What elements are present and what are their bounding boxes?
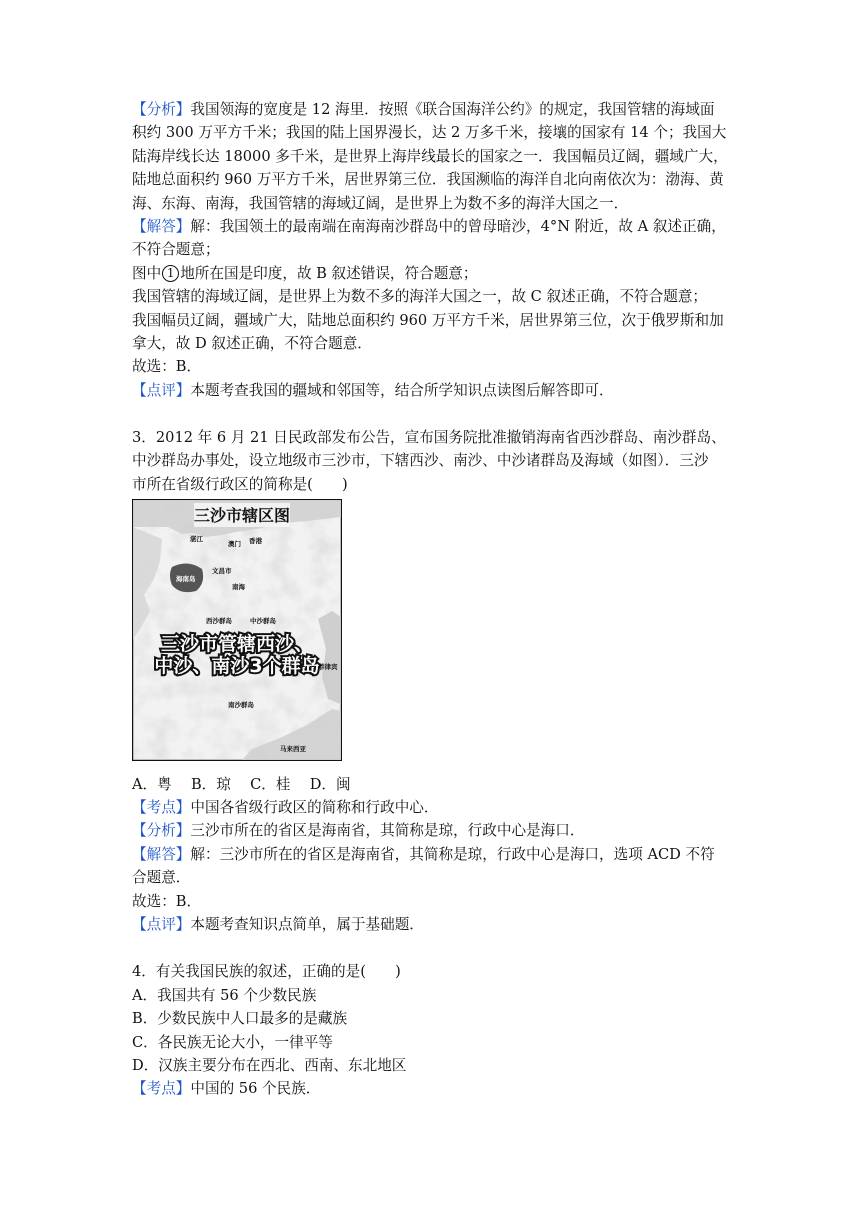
map-label-wenchang: 文昌市	[212, 567, 232, 576]
q3-answer-line	[132, 843, 732, 866]
analysis-text: 我国领海的宽度是 12 海里．按照《联合国海洋公约》的规定，我国管辖的海域面	[190, 101, 715, 118]
answer-text: 图中	[132, 264, 162, 282]
q3-stem-line: 3．2012 年 6 月 21 日民政部发布公告，宣布国务院批准撤销海南省西沙群岛、南沙群岛、	[132, 429, 726, 447]
q3-choice: 故选：B．	[132, 892, 202, 910]
q3-analysis	[132, 819, 732, 842]
q2-analysis-line: 陆地总面积约 960 万平方千米，居世界第三位．我国濒临的海洋自北向南依次为：渤海、黄	[132, 171, 724, 189]
answer-tag: 【解答】	[132, 845, 191, 863]
q4-option-d: D．汉族主要分布在西北、西南、东北地区	[132, 1056, 407, 1074]
q3-stem-line: 中沙群岛办事处，设立地级市三沙市，下辖西沙、南沙、中沙诸群岛及海域（如图）．三沙	[132, 452, 709, 470]
map-label-nansha: 南沙群岛	[228, 701, 254, 710]
q3-options: A．粤 B．琼 C．桂 D．闽	[132, 775, 351, 793]
q2-answer-line: 不符合题意；	[132, 241, 220, 259]
map-label-xisha: 西沙群岛	[206, 617, 232, 626]
map-label-xianggang: 香港	[249, 537, 262, 546]
answer-text: 地所在国是印度，故 B 叙述错误，符合题意；	[180, 264, 478, 282]
analysis-text: 三沙市所在的省区是海南省，其简称是琼，行政中心是海口．	[190, 822, 585, 840]
q2-answer-line: 我国幅员辽阔，疆域广大，陆地总面积约 960 万平方千米，居世界第三位，次于俄罗斯和加	[132, 311, 724, 329]
q4-option-c: C．各民族无论大小，一律平等	[132, 1033, 333, 1051]
q2-answer-line: 我国管辖的海域辽阔，是世界上为数不多的海洋大国之一，故 C 叙述正确，不符合题意；	[132, 288, 708, 306]
answer-text: 解：三沙市所在的省区是海南省，其简称是琼，行政中心是海口，选项 ACD 不符	[190, 845, 715, 863]
q2-answer-line: 拿大，故 D 叙述正确，不符合题意．	[132, 334, 372, 352]
map-label-zhongsha: 中沙群岛	[250, 617, 276, 626]
q4-stem: 4．有关我国民族的叙述，正确的是( )	[132, 963, 401, 981]
kaodian-text: 中国各省级行政区的简称和行政中心．	[190, 799, 439, 817]
analysis-tag: 【分析】	[132, 101, 191, 118]
map-label-zhanjiang: 湛江	[190, 535, 203, 544]
kaodian-tag: 【考点】	[132, 799, 191, 817]
q3-comment	[132, 913, 732, 936]
map-banner-line2: 中沙、南沙3个群岛	[154, 655, 320, 678]
map-label-nanhai: 南海	[232, 583, 245, 592]
q2-analysis-line	[132, 98, 732, 121]
map-label-malaixiya: 马来西亚	[280, 745, 306, 754]
q3-kaodian	[132, 796, 732, 819]
answer-tag: 【解答】	[132, 217, 191, 235]
analysis-tag: 【分析】	[132, 822, 191, 840]
kaodian-tag: 【考点】	[132, 1080, 191, 1098]
answer-text: 解：我国领土的最南端在南海南沙群岛中的曾母暗沙，4°N 附近，故 A 叙述正确，	[190, 217, 726, 235]
comment-tag: 【点评】	[132, 381, 191, 399]
circled-number-one: 1	[162, 265, 179, 282]
q2-comment	[132, 379, 732, 402]
map-title: 三沙市辖区图	[193, 506, 291, 526]
q4-option-b: B．少数民族中人口最多的是藏族	[132, 1010, 348, 1028]
q2-analysis-line: 陆海岸线长达 18000 多千米，是世界上海岸线最长的国家之一．我国幅员辽阔，疆域广大，	[132, 147, 728, 165]
comment-text: 本题考查我国的疆域和邻国等，结合所学知识点读图后解答即可．	[190, 381, 614, 399]
q2-answer-line	[132, 262, 732, 285]
map-label-feilvbin: 菲律宾	[318, 663, 338, 672]
q2-choice: 故选：B．	[132, 358, 202, 376]
q3-answer-line: 合题意．	[132, 869, 191, 887]
sansha-map-image	[132, 499, 342, 761]
map-label-hainan: 海南岛	[176, 575, 196, 584]
map-banner-line1: 三沙市管辖西沙、	[160, 633, 314, 656]
q2-analysis-line: 海、东海、南海，我国管辖的海域辽阔，是世界上为数不多的海洋大国之一．	[132, 194, 629, 212]
map-label-aomen: 澳门	[228, 540, 241, 549]
q3-stem-line: 市所在省级行政区的简称是( )	[132, 475, 348, 493]
q2-answer-line	[132, 215, 732, 238]
comment-text: 本题考查知识点简单，属于基础题．	[190, 916, 424, 933]
q2-analysis-line: 积约 300 万平方千米；我国的陆上国界漫长，达 2 万多千米，接壤的国家有 14 个；我国大	[132, 124, 727, 142]
comment-tag: 【点评】	[132, 916, 191, 933]
document-body	[132, 98, 732, 1101]
kaodian-text: 中国的 56 个民族．	[190, 1080, 321, 1098]
q4-kaodian	[132, 1077, 732, 1100]
q4-option-a: A．我国共有 56 个少数民族	[132, 986, 317, 1004]
